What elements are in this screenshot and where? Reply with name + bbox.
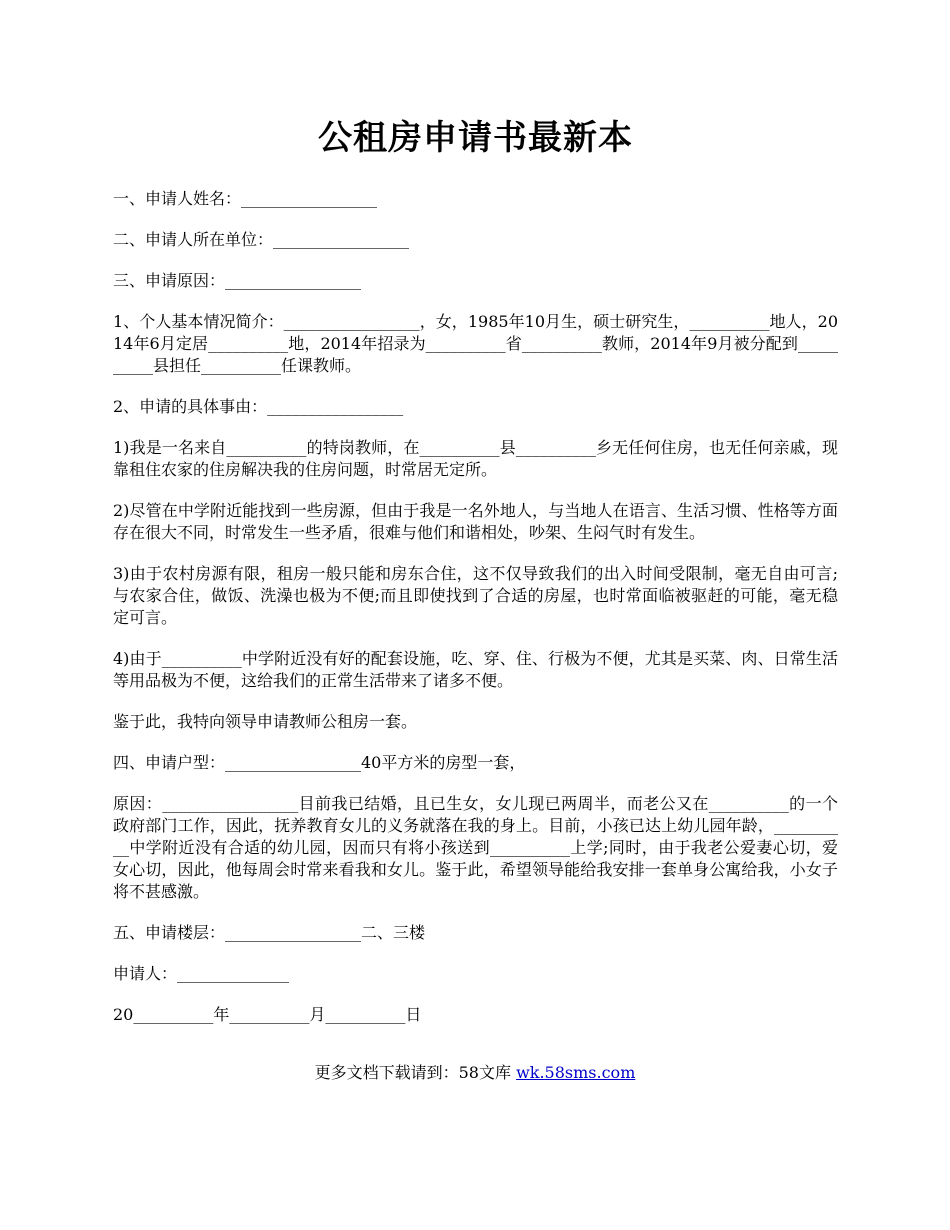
applicant-signature-line: 申请人：______________ bbox=[113, 964, 290, 983]
document-page bbox=[113, 110, 838, 1045]
applicant-unit-line: 二、申请人所在单位：_________________ bbox=[113, 230, 410, 249]
application-reason-line: 三、申请原因：_________________ bbox=[113, 271, 362, 290]
date-line: 20__________年__________月__________日 bbox=[113, 1005, 422, 1024]
page-footer bbox=[0, 1062, 950, 1084]
reason-item-1: 1)我是一名来自__________的特岗教师，在__________县__________乡无任何住房，也无任何亲戚，现靠租住农家的住房解决我的住房问题，时常居无定所。 bbox=[113, 438, 838, 479]
applicant-name-line: 一、申请人姓名：_________________ bbox=[113, 189, 378, 208]
reason-item-4: 4)由于__________中学附近没有好的配套设施，吃、穿、住、行极为不便，尤其是买菜、肉、日常生活等用品极为不便，这给我们的正常生活带来了诸多不便。 bbox=[113, 649, 838, 690]
unit-type-reason-paragraph: 原因：_________________目前我已结婚，且已生女，女儿现已两周半，而老公又在__________的一个政府部门工作，因此，抚养教育女儿的义务就落在我的身上。目前，小孩已达上幼儿园年龄，__________中学附近没有合适的幼儿园，因而只有将小孩送到__________上学;同时，由于我老公爱妻心切，爱女心切，因此，他每周会时常来看我和女儿。鉴于此，希望领导能给我安排一套单身公寓给我，小女子将不甚感激。 bbox=[113, 794, 838, 901]
reason-item-3: 3)由于农村房源有限，租房一般只能和房东合住，这不仅导致我们的出入时间受限制，毫无自由可言;与农家合住，做饭、洗澡也极为不便;而且即使找到了合适的房屋，也时常面临被驱赶的可能，毫无稳定可言。 bbox=[113, 564, 838, 627]
footer-link[interactable]: wk.58sms.com bbox=[516, 1063, 636, 1082]
footer-text: 更多文档下载请到：58文库 bbox=[314, 1063, 517, 1082]
reason-item-2: 2)尽管在中学附近能找到一些房源，但由于我是一名外地人，与当地人在语言、生活习惯、性格等方面存在很大不同，时常发生一些矛盾，很难与他们和谐相处，吵架、生闷气时有发生。 bbox=[113, 501, 838, 542]
specific-reason-line: 2、申请的具体事由：_________________ bbox=[113, 397, 404, 416]
personal-info-paragraph: 1、个人基本情况简介：_________________，女，1985年10月生，硕士研究生，__________地人，2014年6月定居__________地，2014年招录为__________省__________教师，2014年9月被分配到__________县担任__________任课教师。 bbox=[113, 312, 838, 375]
floor-request-line: 五、申请楼层：_________________二、三楼 bbox=[113, 923, 426, 942]
unit-type-line: 四、申请户型：_________________40平方米的房型一套， bbox=[113, 753, 526, 772]
request-statement: 鉴于此，我特向领导申请教师公租房一套。 bbox=[113, 712, 418, 731]
document-title: 公租房申请书最新本 bbox=[318, 118, 633, 158]
